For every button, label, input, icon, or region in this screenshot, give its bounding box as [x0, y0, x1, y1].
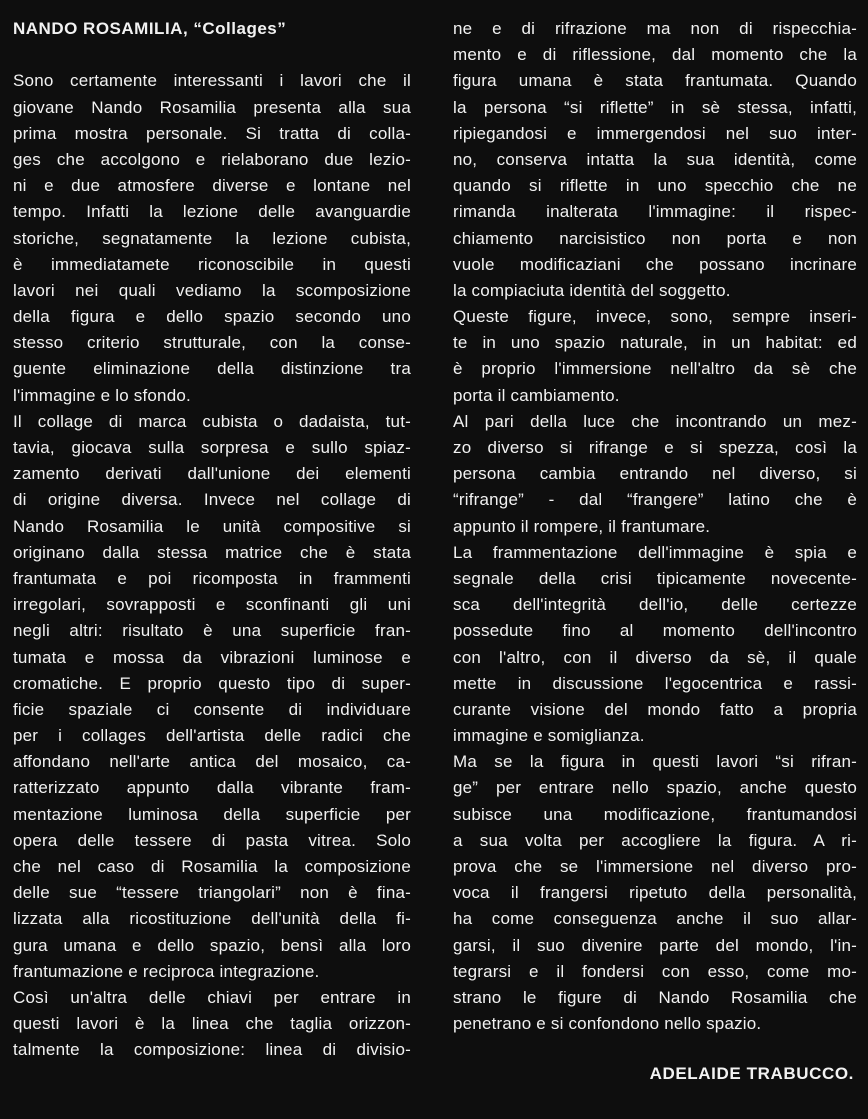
text-line: prima mostra personale. Si tratta di colla-	[13, 123, 411, 143]
text-line: garsi, il suo divenire parte del mondo, l'in-	[453, 935, 857, 955]
left-column	[13, 16, 411, 1064]
left-column-text	[13, 68, 411, 1063]
text-line: strano le figure di Nando Rosamilia che	[453, 987, 857, 1007]
text-line: giovane Nando Rosamilia presenta alla sua	[13, 97, 411, 117]
text-line: “rifrange” - dal “frangere” latino che è	[453, 490, 857, 510]
text-line: guente eliminazione della distinzione tra	[13, 359, 411, 379]
text-line: tegrarsi e il fondersi con esso, come mo-	[453, 961, 857, 981]
text-line: irregolari, sovrapposti e sconfinanti gli uni	[13, 595, 411, 615]
text-line: cromatiche. E proprio questo tipo di super-	[13, 673, 411, 693]
text-line: talmente la composizione: linea di divisio-	[13, 1040, 411, 1060]
text-line: voca il frangersi ripetuto della personalità,	[453, 883, 857, 903]
text-line: ge” per entrare nello spazio, anche questo	[453, 778, 857, 798]
text-line: Sono certamente interessanti i lavori che il	[13, 71, 411, 91]
text-line: persona cambia entrando nel diverso, si	[453, 464, 857, 484]
text-line: frantumazione e reciproca integrazione.	[13, 961, 320, 981]
text-line: storiche, segnatamente la lezione cubista,	[13, 228, 411, 248]
text-line: gura umana e dello spazio, bensì alla loro	[13, 935, 411, 955]
text-line: è proprio l'immersione nell'altro da sè che	[453, 359, 857, 379]
text-line: lavori nei quali vediamo la scomposizione	[13, 280, 411, 300]
text-line: tempo. Infatti la lezione delle avanguardie	[13, 202, 411, 222]
text-line: affondano nell'arte antica del mosaico, ca-	[13, 752, 411, 772]
text-line: della figura e dello spazio secondo uno	[13, 307, 411, 327]
text-line: delle sue “tessere triangolari” non è fina-	[13, 883, 411, 903]
right-column-text	[453, 16, 857, 1037]
text-line: rimanda inalterata l'immagine: il rispec-	[453, 202, 857, 222]
text-line: immagine e somiglianza.	[453, 726, 645, 746]
text-line: Al pari della luce che incontrando un mez-	[453, 411, 857, 431]
text-line: originano dalla stessa matrice che è stata	[13, 542, 411, 562]
text-line: mento e di riflessione, dal momento che la	[453, 45, 857, 65]
text-line: opera delle tessere di pasta vitrea. Solo	[13, 830, 411, 850]
text-line: Nando Rosamilia le unità compositive si	[13, 516, 411, 536]
text-line: vuole modificaziani che possano incrinare	[453, 254, 857, 274]
text-line: ne e di rifrazione ma non di rispecchia-	[453, 19, 857, 38]
text-line: mette in discussione l'egocentrica e rassi-	[453, 673, 857, 693]
text-line: prova che se l'immersione nel diverso pro-	[453, 857, 857, 876]
text-line: ficie spaziale ci consente di individuare	[13, 699, 411, 719]
article-title: NANDO ROSAMILIA, “Collages”	[13, 19, 287, 38]
text-line: zo diverso si rifrange e si spezza, così la	[453, 438, 857, 457]
text-line: per i collages dell'artista delle radici che	[13, 726, 411, 746]
text-line: la compiaciuta identità del soggetto.	[453, 280, 731, 300]
text-line: Ma se la figura in questi lavori “si rifran-	[453, 752, 857, 772]
text-line: mentazione luminosa della superficie per	[13, 804, 411, 824]
text-line: Così un'altra delle chiavi per entrare in	[13, 987, 411, 1007]
text-line: negli altri: risultato è una superficie fran-	[13, 621, 411, 641]
text-line: chiamento narcisistico non porta e non	[453, 228, 857, 248]
title-spacer	[13, 42, 411, 68]
text-line: subisce una modificazione, frantumandosi	[453, 804, 857, 824]
text-line: a sua volta per accogliere la figura. A ri-	[453, 830, 857, 850]
text-line: Il collage di marca cubista o dadaista, tut-	[13, 411, 411, 431]
text-line: ripiegandosi e immergendosi nel suo inter-	[453, 123, 857, 143]
text-line: possedute fino al momento dell'incontro	[453, 621, 857, 641]
text-line: di origine diversa. Invece nel collage di	[13, 490, 411, 510]
text-line: tumata e mossa da vibrazioni luminose e	[13, 647, 411, 667]
text-line: appunto il rompere, il frantumare.	[453, 516, 711, 536]
text-line: segnale della crisi tipicamente novecente-	[453, 568, 857, 588]
text-line: l'immagine e lo sfondo.	[13, 385, 191, 405]
text-line: figura umana è stata frantumata. Quando	[453, 71, 857, 91]
text-line: con l'altro, con il diverso da sè, il quale	[453, 647, 857, 667]
text-line: tavia, giocava sulla sorpresa e sullo spiaz-	[13, 438, 411, 457]
text-line: stesso criterio strutturale, con la conse-	[13, 333, 411, 353]
text-line: zamento derivati dall'unione dei elementi	[13, 464, 411, 484]
text-line: è immediatamete riconoscibile in questi	[13, 254, 411, 274]
text-line: lizzata alla ricostituzione dell'unità della fi-	[13, 909, 411, 929]
text-line: quando si riflette in uno specchio che ne	[453, 176, 857, 196]
text-line: curante visione del mondo fatto a propria	[453, 699, 857, 719]
text-line: porta il cambiamento.	[453, 385, 620, 405]
text-line: frantumata e poi ricomposta in frammenti	[13, 568, 411, 588]
author-signature: ADELAIDE TRABUCCO.	[649, 1064, 854, 1083]
text-line: questi lavori è la linea che taglia orizzon-	[13, 1014, 411, 1034]
text-line: te in uno spazio naturale, in un habitat: ed	[453, 333, 857, 353]
text-line: penetrano e si confondono nello spazio.	[453, 1014, 762, 1034]
text-line: no, conserva intatta la sua identità, come	[453, 149, 857, 169]
text-line: sca dell'integrità dell'io, delle certezze	[453, 595, 857, 615]
text-line: ni e due atmosfere diverse e lontane nel	[13, 176, 411, 196]
text-line: La frammentazione dell'immagine è spia e	[453, 542, 857, 562]
text-line: ha come conseguenza anche il suo allar-	[453, 909, 857, 929]
text-line: la persona “si riflette” in sè stessa, infatti,	[453, 97, 857, 117]
right-column	[453, 16, 857, 1037]
text-line: Queste figure, invece, sono, sempre inseri-	[453, 307, 857, 327]
text-line: ratterizzato appunto dalla vibrante fram-	[13, 778, 411, 798]
text-line: che nel caso di Rosamilia la composizione	[13, 857, 411, 876]
text-line: ges che accolgono e rielaborano due lezio-	[13, 149, 411, 169]
